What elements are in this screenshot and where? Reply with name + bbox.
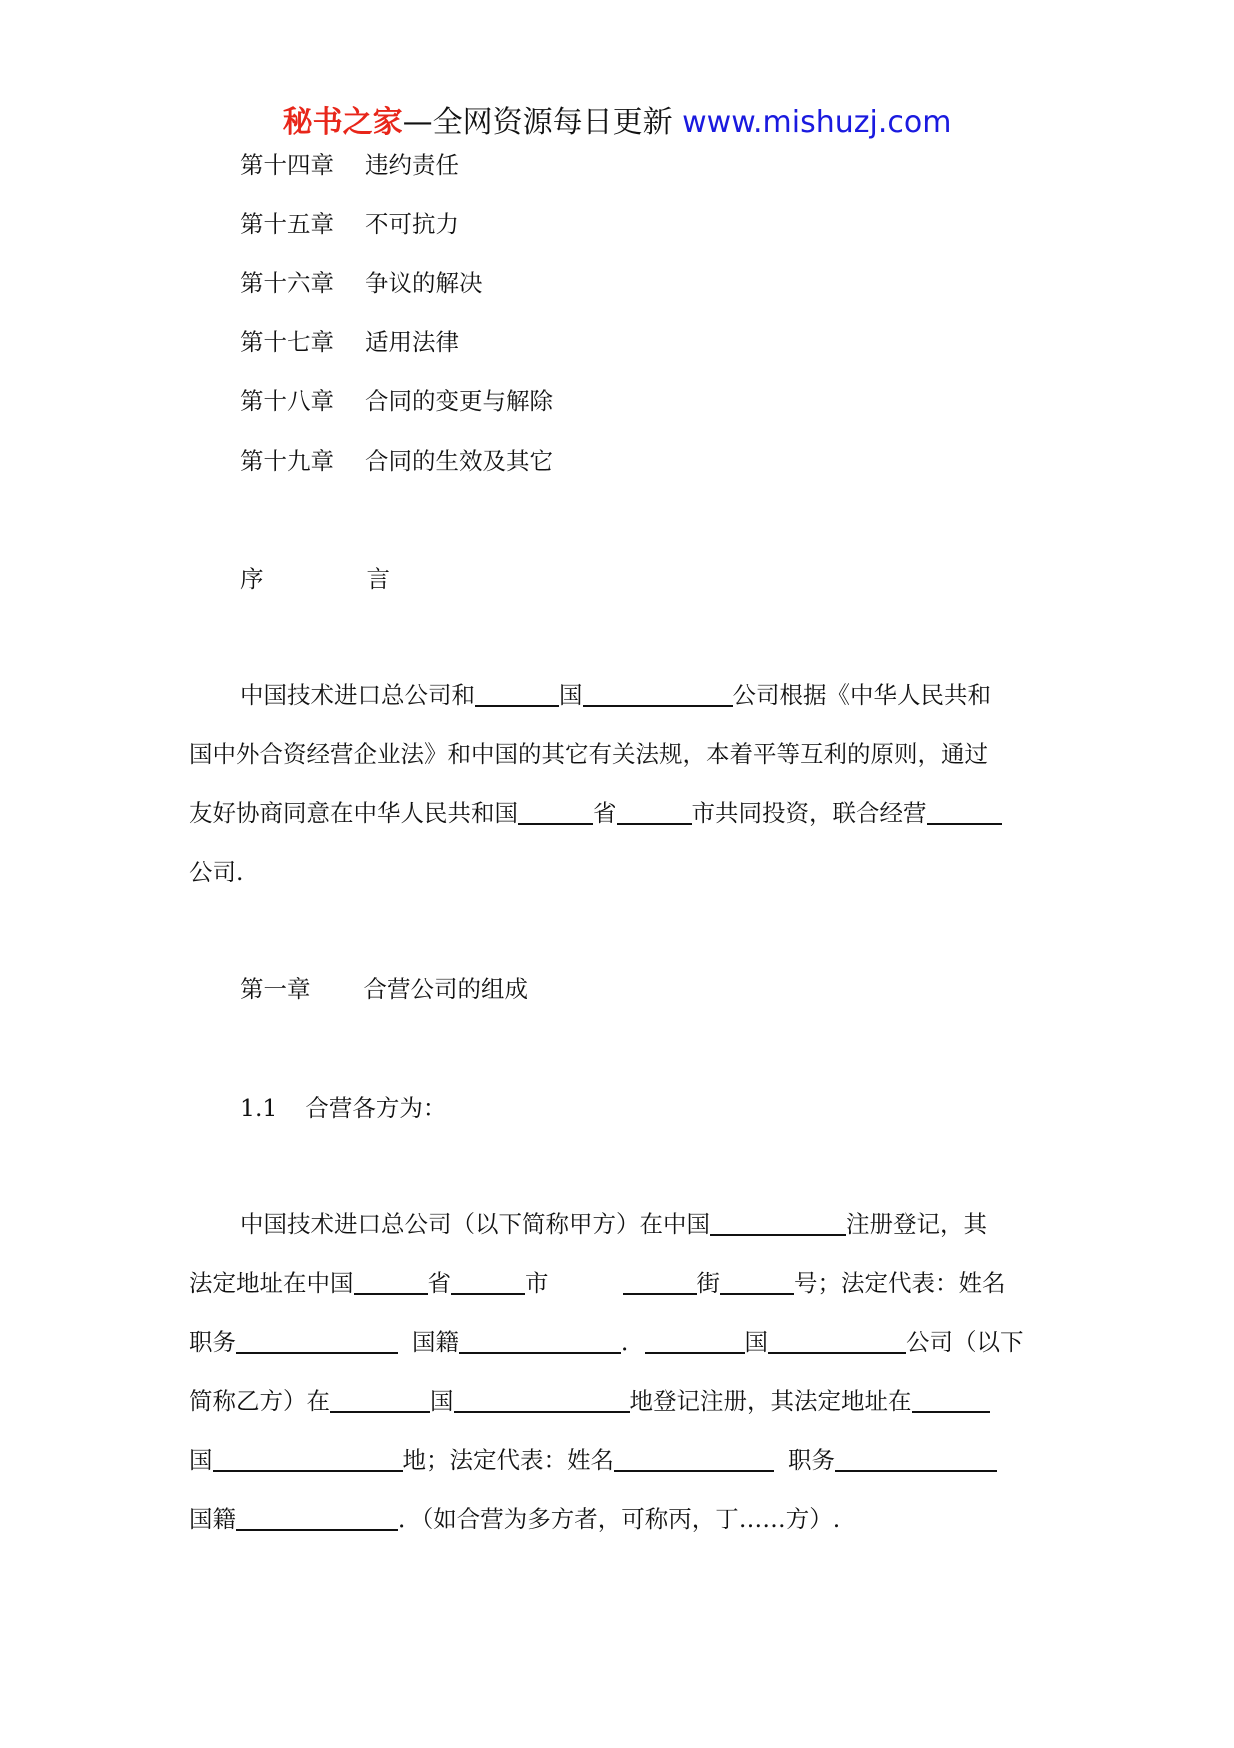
parties-text: 市 (525, 1269, 549, 1297)
fill-blank[interactable] (354, 1271, 428, 1295)
toc-number: 第十九章 (240, 447, 334, 475)
intro-text: 中国技术进口总公司和 (240, 681, 475, 709)
parties-text: 注册登记，其 (846, 1210, 987, 1238)
parties-text: 简称乙方）在 (189, 1387, 330, 1415)
intro-text: 友好协商同意在中华人民共和国 (189, 799, 518, 827)
intro-text: 国 (559, 681, 583, 709)
parties-text: 职务 (189, 1328, 236, 1356)
preface-heading (240, 562, 390, 596)
parties-text: 法定地址在中国 (189, 1269, 354, 1297)
section-title: 合营各方为： (305, 1094, 447, 1122)
section-heading (240, 1091, 446, 1125)
fill-blank[interactable] (645, 1330, 745, 1354)
parties-text: 国籍 (412, 1328, 459, 1356)
parties-text: 街 (696, 1269, 720, 1297)
toc-entry (240, 207, 459, 241)
fill-blank[interactable] (213, 1448, 403, 1472)
banner-brand: 秘书之家 (282, 105, 403, 140)
parties-text: 地登记注册，其法定地址在 (629, 1387, 912, 1415)
fill-blank[interactable] (710, 1212, 846, 1236)
toc-number: 第十五章 (240, 210, 334, 238)
fill-blank[interactable] (583, 683, 733, 707)
toc-entry (240, 148, 459, 182)
parties-text: 国 (744, 1328, 768, 1356)
parties-text: 国 (189, 1446, 213, 1474)
fill-blank[interactable] (623, 1271, 697, 1295)
toc-title: 违约责任 (365, 151, 459, 179)
chapter-number: 第一章 (240, 975, 311, 1003)
fill-blank[interactable] (518, 801, 593, 825)
parties-line-4 (189, 1384, 990, 1418)
fill-blank[interactable] (236, 1330, 398, 1354)
fill-blank[interactable] (451, 1271, 525, 1295)
fill-blank[interactable] (720, 1271, 794, 1295)
banner-url[interactable]: www.mishuzj.com (682, 105, 952, 140)
intro-line-3 (189, 796, 1002, 830)
intro-line-2: 国中外合资经营企业法》和中国的其它有关法规，本着平等互利的原则，通过 (189, 740, 988, 768)
fill-blank[interactable] (768, 1330, 906, 1354)
parties-line-2 (189, 1266, 1006, 1300)
parties-text: 省 (427, 1269, 451, 1297)
intro-line-1 (240, 678, 991, 712)
toc-entry (240, 444, 553, 478)
toc-title: 合同的生效及其它 (365, 447, 553, 475)
parties-text: 号；法定代表：姓名 (794, 1269, 1006, 1297)
fill-blank[interactable] (236, 1507, 398, 1531)
toc-title: 不可抗力 (365, 210, 459, 238)
parties-text: ．（如合营为多方者，可称丙，丁……方）. (398, 1505, 841, 1533)
parties-text: 职务 (788, 1446, 835, 1474)
parties-line-3 (189, 1325, 1024, 1359)
fill-blank[interactable] (617, 801, 692, 825)
chapter-heading (240, 972, 528, 1006)
intro-text: 省 (593, 799, 617, 827)
toc-entry (240, 266, 483, 300)
fill-blank[interactable] (912, 1389, 990, 1413)
toc-title: 合同的变更与解除 (365, 387, 553, 415)
toc-title: 适用法律 (365, 328, 459, 356)
toc-title: 争议的解决 (365, 269, 483, 297)
parties-text: 地；法定代表：姓名 (402, 1446, 614, 1474)
banner-tagline: —全网资源每日更新 (402, 105, 683, 140)
toc-number: 第十七章 (240, 328, 334, 356)
preface-right: 言 (366, 565, 390, 593)
intro-text: 公司根据《中华人民共和 (732, 681, 991, 709)
fill-blank[interactable] (454, 1389, 630, 1413)
preface-left: 序 (240, 565, 264, 593)
parties-text: 公司（以下 (906, 1328, 1024, 1356)
intro-line-4: 公司. (189, 858, 244, 886)
fill-blank[interactable] (835, 1448, 997, 1472)
chapter-title: 合营公司的组成 (363, 975, 528, 1003)
parties-text: ． (621, 1328, 645, 1356)
parties-text: 国 (430, 1387, 454, 1415)
fill-blank[interactable] (614, 1448, 774, 1472)
toc-entry (240, 325, 459, 359)
toc-number: 第十八章 (240, 387, 334, 415)
toc-number: 第十四章 (240, 151, 334, 179)
fill-blank[interactable] (330, 1389, 430, 1413)
parties-line-1 (240, 1207, 987, 1241)
toc-entry (240, 384, 553, 418)
section-number: 1.1 (240, 1094, 278, 1122)
fill-blank[interactable] (459, 1330, 621, 1354)
parties-line-6 (189, 1502, 840, 1536)
parties-text: 中国技术进口总公司（以下简称甲方）在中国 (240, 1210, 710, 1238)
site-banner (0, 100, 1234, 146)
fill-blank[interactable] (927, 801, 1002, 825)
intro-text: 市共同投资，联合经营 (691, 799, 927, 827)
toc-number: 第十六章 (240, 269, 334, 297)
fill-blank[interactable] (475, 683, 559, 707)
parties-line-5 (189, 1443, 997, 1477)
parties-text: 国籍 (189, 1505, 236, 1533)
